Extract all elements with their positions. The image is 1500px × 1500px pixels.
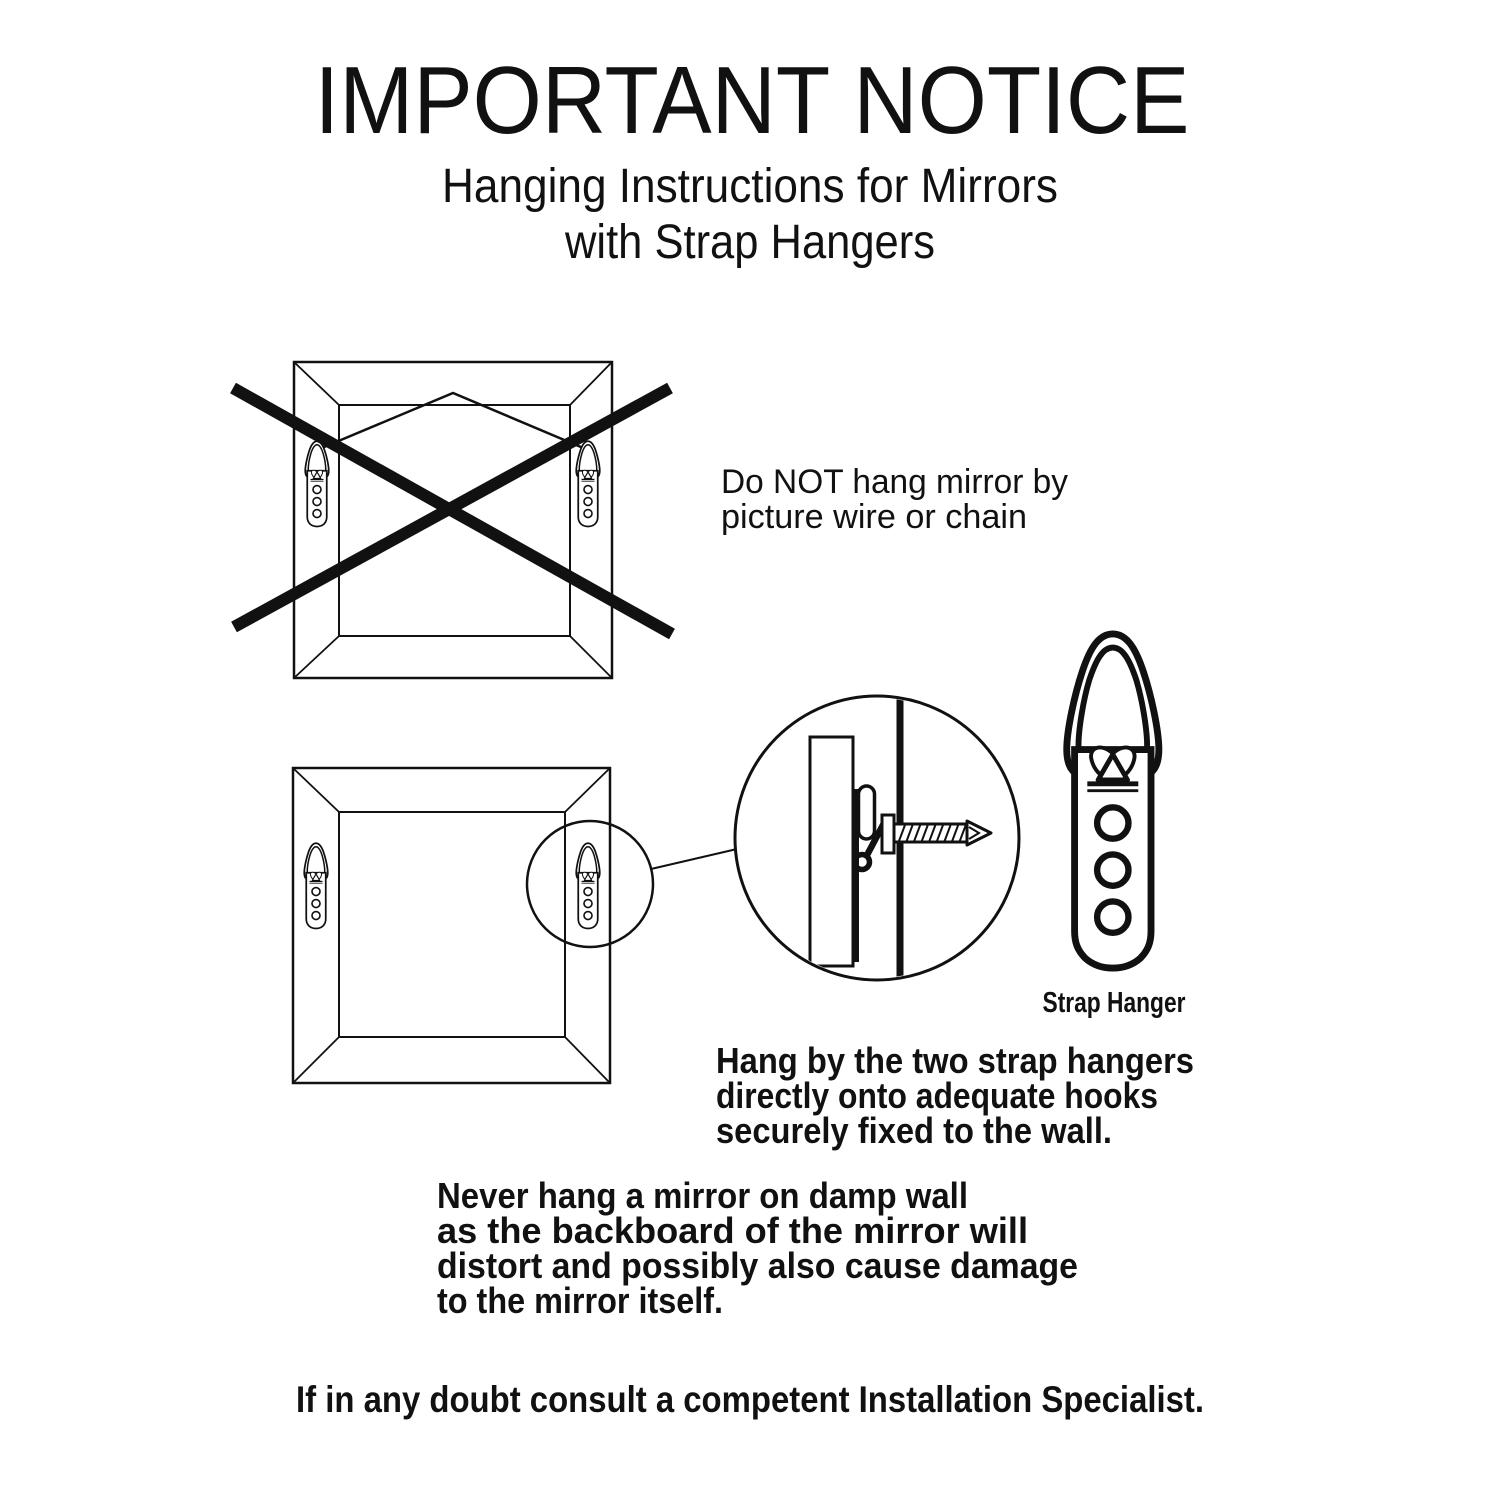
zoom-detail-circle xyxy=(735,695,1019,982)
never-hang-text-line2: as the backboard of the mirror will xyxy=(437,1210,1028,1251)
page-subtitle-line1: Hanging Instructions for Mirrors xyxy=(442,160,1058,213)
hanger-slot xyxy=(859,786,875,839)
hang-by-text-line3: securely fixed to the wall. xyxy=(716,1110,1112,1151)
do-not-text-line2: picture wire or chain xyxy=(721,498,1027,536)
hang-by-text-line1: Hang by the two strap hangers xyxy=(716,1040,1194,1081)
never-hang-text-line4: to the mirror itself. xyxy=(437,1280,723,1321)
strap-hanger-label: Strap Hanger xyxy=(1042,987,1186,1019)
frame-cross-section xyxy=(810,737,853,966)
strap-hanger-icon xyxy=(304,843,328,928)
strap-hanger-icon xyxy=(576,843,600,928)
strap-hanger-detail-icon xyxy=(1067,634,1159,968)
page-title: IMPORTANT NOTICE xyxy=(314,47,1190,154)
footer-advice-text: If in any doubt consult a competent Installation Specialist. xyxy=(296,1379,1204,1420)
strap-hanger-icon xyxy=(576,441,600,526)
hang-by-text-line2: directly onto adequate hooks xyxy=(716,1075,1158,1116)
callout-line xyxy=(651,849,737,869)
never-hang-text-line3: distort and possibly also cause damage xyxy=(437,1245,1078,1286)
strap-hanger-icon xyxy=(305,441,329,526)
do-not-text-line1: Do NOT hang mirror by xyxy=(721,463,1068,501)
page-subtitle-line2: with Strap Hangers xyxy=(564,216,935,269)
mirror-frame-outer xyxy=(294,362,612,678)
crossed-mirror-wire-diagram xyxy=(233,362,672,678)
never-hang-text-line1: Never hang a mirror on damp wall xyxy=(437,1175,968,1216)
mirror-frame-outer xyxy=(293,768,610,1083)
mirror-back-diagram xyxy=(293,768,737,1083)
